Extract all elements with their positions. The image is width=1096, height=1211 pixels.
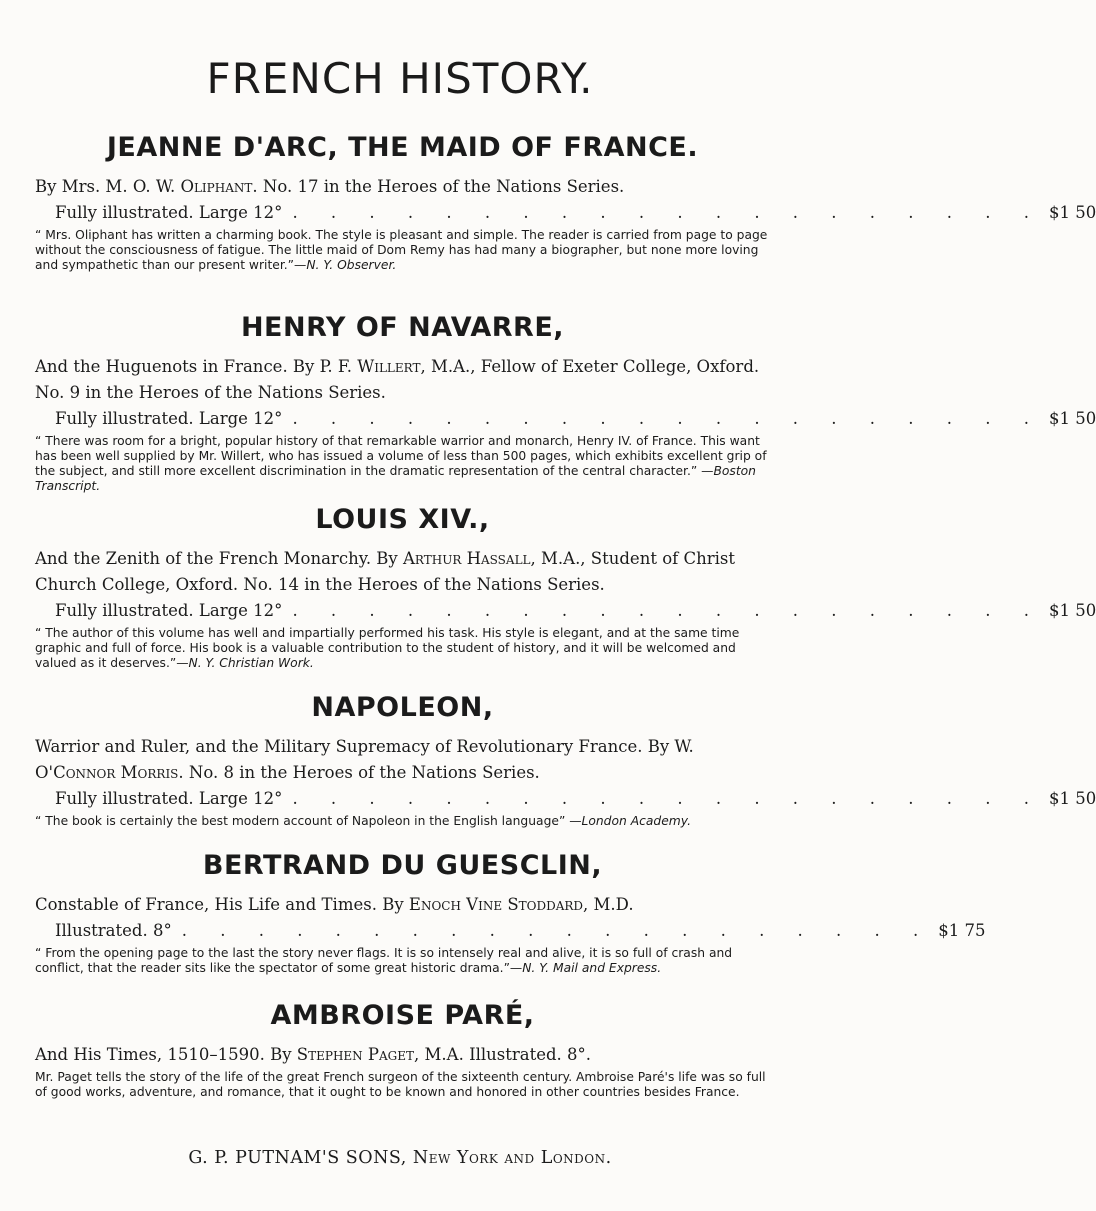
book-description: And His Times, 1510–1590. By Stephen Paget, M.A. Illustrated. 8°. xyxy=(35,1045,592,1064)
review-quote: “ There was room for a bright, popular history of that remarkable warrior and monarch, Henry IV. of France. This want has been well supplied by Mr. Willert, who has issued a volume of less than 500 pages, which exhibits excellent grip of the subject, and still more excellent discrimination in the dramatic representation of the central character.” —Boston Transcript. xyxy=(35,434,767,493)
price-line: Fully illustrated. Large 12° . . . . . . . . . . . . . . . . . . . . $1 50 xyxy=(35,786,770,812)
author-name: Arthur Hassall, xyxy=(403,549,536,568)
price-line: Fully illustrated. Large 12° . . . . . . . . . . . . . . . . . . . . $1 50 xyxy=(35,406,770,432)
book-entry-louis-xiv xyxy=(35,504,1096,671)
review-source: N. Y. Mail and Express. xyxy=(522,961,662,975)
book-heading: AMBROISE PARÉ, xyxy=(270,1000,535,1031)
price: $1 75 xyxy=(938,921,986,940)
book-description: Warrior and Ruler, and the Military Supremacy of Revolutionary France. By W. O'Connor Morris. No. 8 in the Heroes of the Nations Series. xyxy=(35,737,694,782)
review-quote: “ From the opening page to the last the story never flags. It is so intensely real and alive, it is so full of crash and conflict, that the reader sits like the spectator of some great historic drama.”—N. Y. Mail and Express. xyxy=(35,946,733,975)
book-heading: JEANNE D'ARC, THE MAID OF FRANCE. xyxy=(106,132,699,163)
book-heading: LOUIS XIV., xyxy=(315,504,490,535)
publisher-name: G. P. PUTNAM'S SONS, xyxy=(188,1148,407,1168)
price-line: Fully illustrated. Large 12° . . . . . . . . . . . . . . . . . . . . $1 50 xyxy=(35,598,770,624)
page-title: FRENCH HISTORY. xyxy=(206,54,594,103)
review-source: N. Y. Observer. xyxy=(306,258,397,272)
book-heading: NAPOLEON, xyxy=(311,692,494,723)
book-description: Constable of France, His Life and Times. By Enoch Vine Stoddard, M.D. xyxy=(35,895,634,914)
price: $1 50 xyxy=(1049,789,1096,808)
book-description: And the Huguenots in France. By P. F. Willert, M.A., Fellow of Exeter College, Oxford. No. 9 in the Heroes of the Nations Series. xyxy=(35,357,760,402)
book-description: And the Zenith of the French Monarchy. By Arthur Hassall, M.A., Student of Christ Church College, Oxford. No. 14 in the Heroes of the Nations Series. xyxy=(35,549,735,594)
book-entry-jeanne-darc xyxy=(35,132,1096,273)
review-source: N. Y. Christian Work. xyxy=(188,656,314,670)
review-source: Boston Transcript. xyxy=(35,464,756,493)
book-entry-ambroise-pare xyxy=(35,1000,770,1100)
author-name: Oliphant. xyxy=(180,177,258,196)
review-quote: “ The author of this volume has well and impartially performed his task. His style is elegant, and at the same time graphic and full of force. His book is a valuable contribution to the student of history, and it will be welcomed and valued as it deserves.”—N. Y. Christian Work. xyxy=(35,626,740,670)
book-description: By Mrs. M. O. W. Oliphant. No. 17 in the Heroes of the Nations Series. xyxy=(35,177,625,196)
price: $1 50 xyxy=(1049,203,1096,222)
price: $1 50 xyxy=(1049,409,1096,428)
review-source: London Academy. xyxy=(581,814,692,828)
price-line: Fully illustrated. Large 12° . . . . . . . . . . . . . . . . . . . . $1 50 xyxy=(35,200,770,226)
review-quote: “ The book is certainly the best modern account of Napoleon in the English language” —London Academy. xyxy=(35,814,692,828)
price-line: Illustrated. 8° . . . . . . . . . . . . . . . . . . . . $1 75 xyxy=(35,918,770,944)
book-entry-napoleon xyxy=(35,692,1096,829)
publisher-footer xyxy=(0,1148,800,1168)
book-heading: BERTRAND DU GUESCLIN, xyxy=(202,850,603,881)
book-entry-bertrand-du-guesclin xyxy=(35,850,986,976)
review-quote: Mr. Paget tells the story of the life of the great French surgeon of the sixteenth century. Ambroise Paré's life was so full of good works, adventure, and romance, that it ought to be known and honored in other countries besides France. xyxy=(35,1070,766,1099)
book-heading: HENRY OF NAVARRE, xyxy=(240,312,565,343)
author-name: Stephen Paget, xyxy=(296,1045,420,1064)
price: $1 50 xyxy=(1049,601,1096,620)
author-name: Willert, xyxy=(357,357,426,376)
book-entry-henry-of-navarre xyxy=(35,312,1096,494)
author-name: O'Connor Morris. xyxy=(35,763,184,782)
publisher-city: New York and London. xyxy=(412,1148,612,1168)
review-quote: “ Mrs. Oliphant has written a charming book. The style is pleasant and simple. The reader is carried from page to page without the consciousness of fatigue. The little maid of Dom Remy has had many a biographer, but none more loving and sympathetic than our present writer.”—N. Y. Observer. xyxy=(35,228,768,272)
author-name: Enoch Vine Stoddard, xyxy=(408,895,589,914)
